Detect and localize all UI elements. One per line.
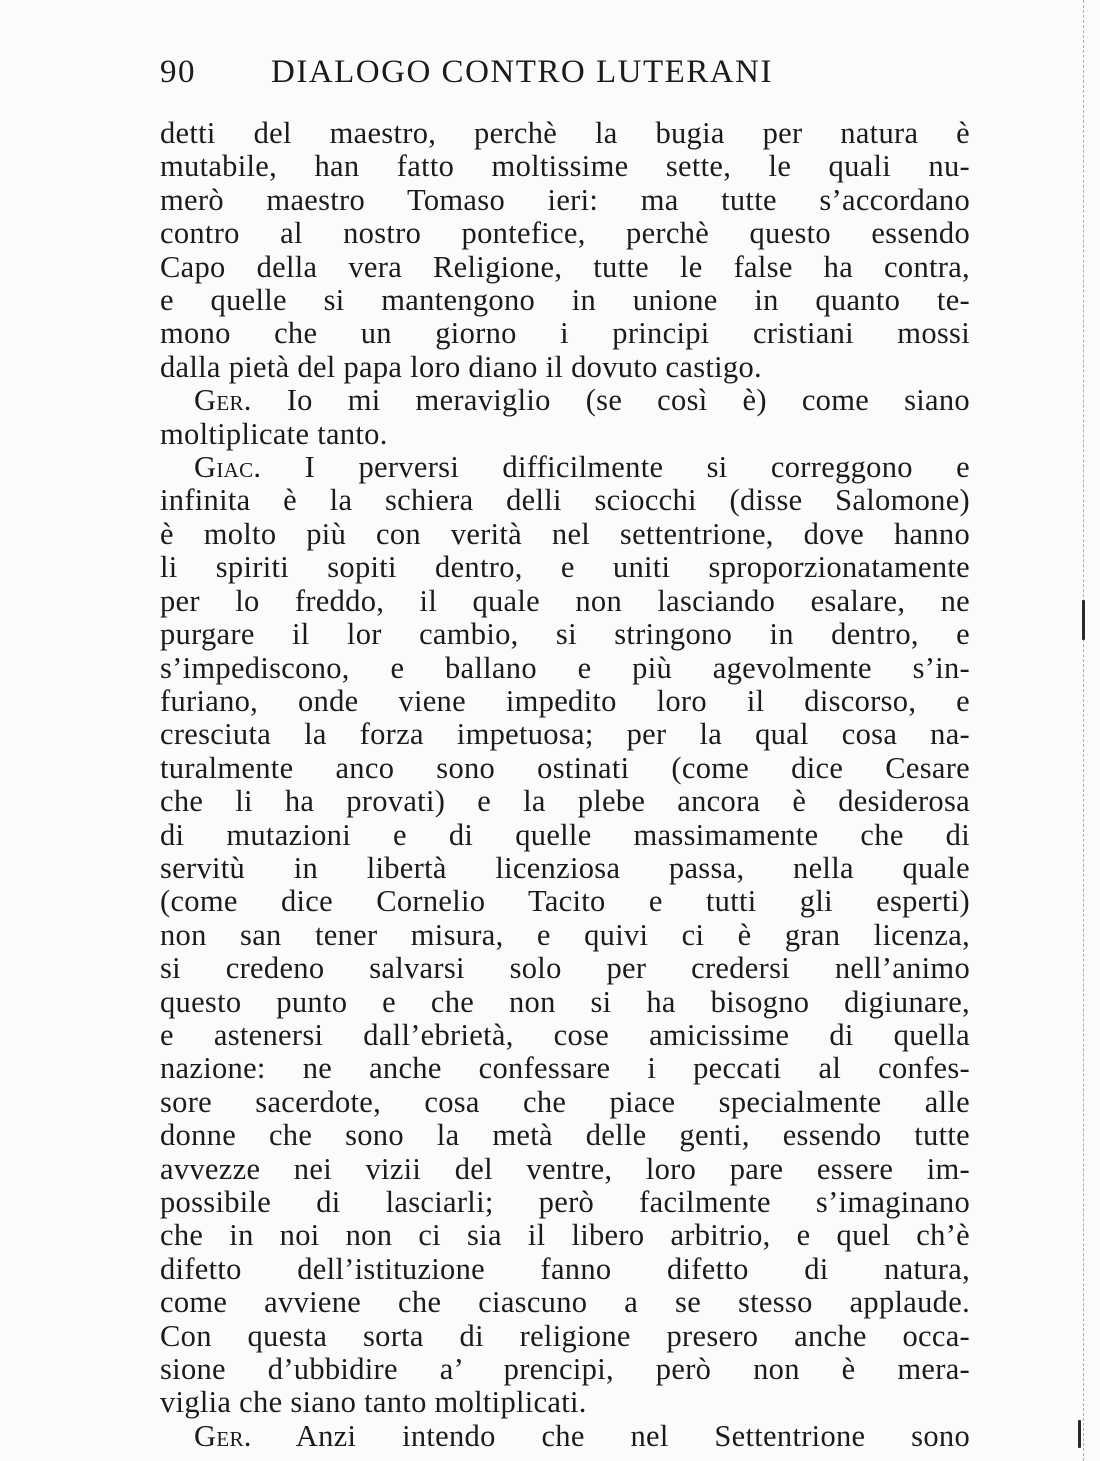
text-line <box>160 1320 970 1353</box>
text-line <box>160 484 970 517</box>
line-text: donne che sono la metà delle genti, essendo tutte <box>160 1118 970 1153</box>
text-line <box>160 384 970 417</box>
speaker-name: Ger. <box>194 383 252 418</box>
text-line <box>160 1119 970 1152</box>
line-text: dalla pietà del papa loro diano il dovuto castigo. <box>160 349 762 384</box>
line-text: che li ha provati) e la plebe ancora è desiderosa <box>160 784 970 819</box>
text-line <box>160 551 970 584</box>
line-text: si credeno salvarsi solo per credersi nell’animo <box>160 951 970 986</box>
speaker-name: Ger. <box>194 1418 252 1453</box>
text-line <box>160 952 970 985</box>
line-text: sione d’ubbidire a’ prencipi, però non è mera- <box>160 1352 970 1387</box>
page-number: 90 <box>160 54 196 90</box>
text-line <box>160 718 970 751</box>
text-line <box>160 1219 970 1252</box>
text-line <box>160 986 970 1019</box>
line-text: è molto più con verità nel settentrione, dove hanno <box>160 516 970 551</box>
line-text: sore sacerdote, cosa che piace specialmente alle <box>160 1084 970 1119</box>
line-text: merò maestro Tomaso ieri: ma tutte s’accordano <box>160 182 970 217</box>
text-line <box>160 1253 970 1286</box>
text-line <box>160 150 970 183</box>
line-text: detti del maestro, perchè la bugia per natura è <box>160 116 970 150</box>
text-line <box>160 351 970 384</box>
line-text: servitù in libertà licenziosa passa, nella quale <box>160 850 970 885</box>
line-text: Io mi meraviglio (se così è) come siano <box>251 383 970 418</box>
line-text: e astenersi dall’ebrietà, cose amicissime di quella <box>160 1017 970 1052</box>
line-text: che in noi non ci sia il libero arbitrio, e quel ch’è <box>160 1218 970 1253</box>
text-line <box>160 585 970 618</box>
page-edge-line <box>1083 0 1086 1461</box>
line-text: contro al nostro pontefice, perchè questo essendo <box>160 216 970 251</box>
line-text: come avviene che ciascuno a se stesso applaude. <box>160 1285 970 1320</box>
line-text: cresciuta la forza impetuosa; per la qual cosa na- <box>160 717 970 752</box>
line-text: (come dice Cornelio Tacito e tutti gli esperti) <box>160 884 970 919</box>
line-text: Con questa sorta di religione presero anche occa- <box>160 1318 970 1353</box>
text-line <box>160 852 970 885</box>
running-title: DIALOGO CONTRO LUTERANI <box>271 54 773 90</box>
text-line <box>160 685 970 718</box>
line-text: Anzi intendo che nel Settentrione sono <box>251 1418 970 1453</box>
body-text <box>160 117 970 1453</box>
text-line <box>160 418 970 451</box>
text-line <box>160 1052 970 1085</box>
text-line <box>160 451 970 484</box>
text-line <box>160 184 970 217</box>
text-line <box>160 618 970 651</box>
page-header <box>160 52 970 92</box>
line-text: mutabile, han fatto moltissime sette, le quali nu- <box>160 149 970 184</box>
line-text: avvezze nei vizii del ventre, loro pare essere im- <box>160 1151 970 1186</box>
text-line <box>160 819 970 852</box>
text-line <box>160 1086 970 1119</box>
line-text: furiano, onde viene impedito loro il discorso, e <box>160 683 970 718</box>
line-text: viglia che siano tanto moltiplicati. <box>160 1385 587 1420</box>
line-text: moltiplicate tanto. <box>160 416 388 451</box>
text-line <box>160 1186 970 1219</box>
text-line <box>160 217 970 250</box>
edge-mark <box>1078 1420 1081 1448</box>
text-line <box>160 251 970 284</box>
line-text: di mutazioni e di quelle massimamente che di <box>160 817 970 852</box>
text-line <box>160 919 970 952</box>
text-line <box>160 1353 970 1386</box>
line-text: nazione: ne anche confessare i peccati al confes- <box>160 1051 970 1086</box>
speaker-name: Giac. <box>194 450 262 485</box>
text-line <box>160 1420 970 1453</box>
line-text: infinita è la schiera delli sciocchi (disse Salomone) <box>160 483 970 518</box>
text-line <box>160 1019 970 1052</box>
text-line <box>160 652 970 685</box>
text-line <box>160 518 970 551</box>
edge-mark <box>1082 600 1085 640</box>
text-line <box>160 752 970 785</box>
line-text: possibile di lasciarli; però facilmente s’imaginano <box>160 1185 970 1219</box>
text-line <box>160 317 970 350</box>
line-text: per lo freddo, il quale non lasciando esalare, ne <box>160 583 970 618</box>
line-text: mono che un giorno i principi cristiani mossi <box>160 316 970 351</box>
text-line <box>160 885 970 918</box>
text-line <box>160 284 970 317</box>
line-text: purgare il lor cambio, si stringono in dentro, e <box>160 617 970 652</box>
line-text: turalmente anco sono ostinati (come dice Cesare <box>160 750 970 785</box>
text-line <box>160 1153 970 1186</box>
line-text: difetto dell’istituzione fanno difetto di natura, <box>160 1251 970 1286</box>
line-text: s’impediscono, e ballano e più agevolmente s’in- <box>160 650 970 685</box>
text-line <box>160 1286 970 1319</box>
line-text: li spiriti sopiti dentro, e uniti sproporzionatamente <box>160 550 970 585</box>
line-text: e quelle si mantengono in unione in quanto te- <box>160 283 970 318</box>
line-text: Capo della vera Religione, tutte le false ha contra, <box>160 249 970 284</box>
text-line <box>160 117 970 150</box>
text-line <box>160 1386 970 1419</box>
line-text: questo punto e che non si ha bisogno digiunare, <box>160 984 970 1019</box>
line-text: non san tener misura, e quivi ci è gran licenza, <box>160 917 970 952</box>
line-text: I perversi difficilmente si correggono e <box>261 450 970 485</box>
text-line <box>160 785 970 818</box>
